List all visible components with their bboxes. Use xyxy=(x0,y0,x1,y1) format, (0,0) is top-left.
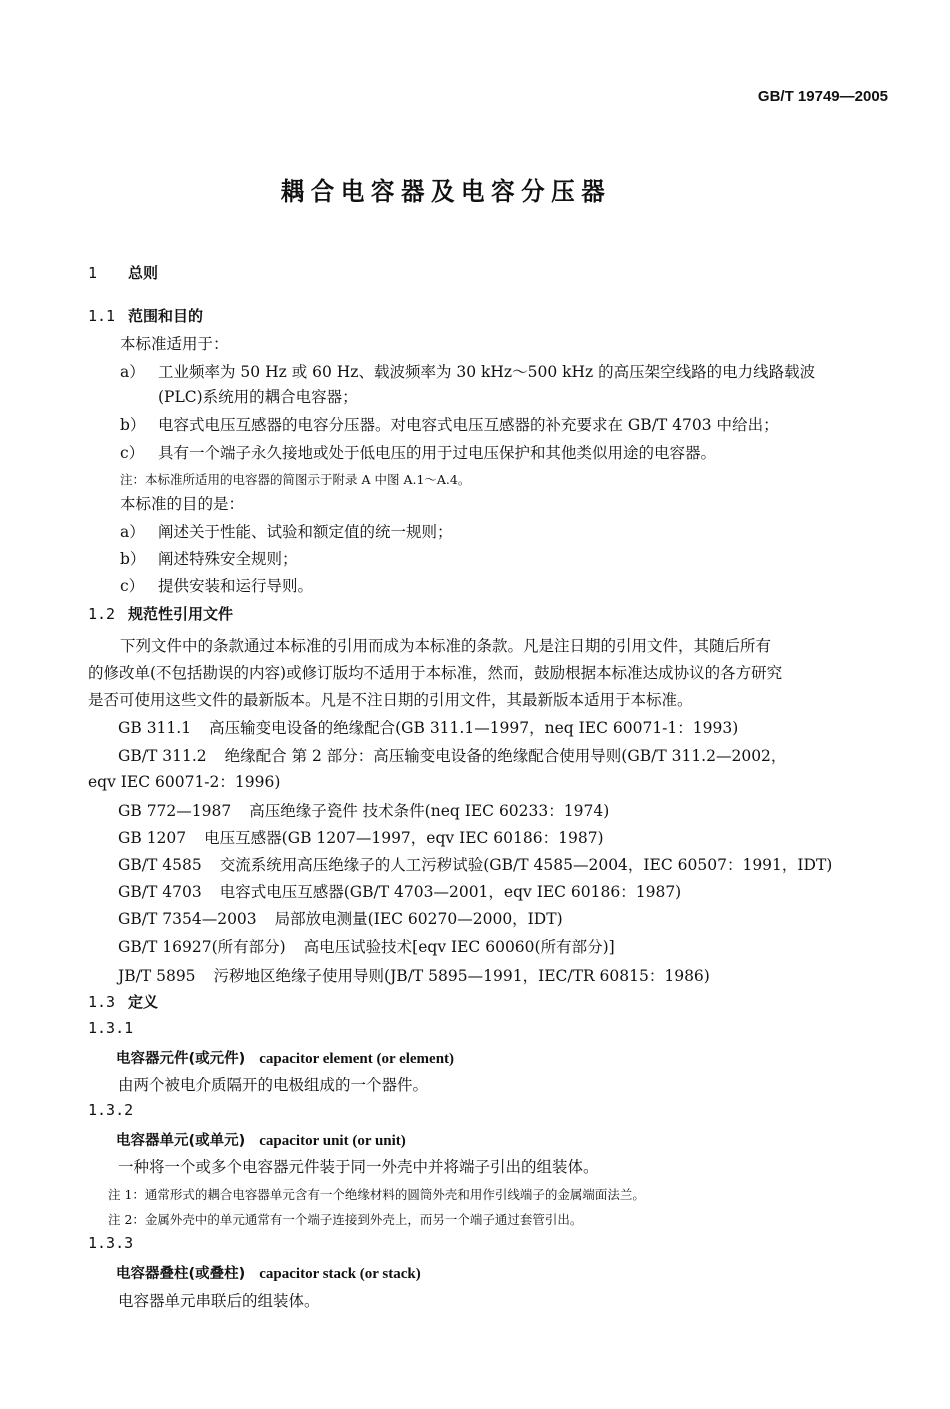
section-number: 1 xyxy=(88,264,98,282)
section-1-3-heading xyxy=(88,991,158,1012)
document-title: 耦合电容器及电容分压器 xyxy=(280,177,612,206)
ref-text: 绝缘配合 第 2 部分：高压输变电设备的绝缘配合使用导则(GB/T 311.2—2002， xyxy=(224,747,787,765)
section-title: 总则 xyxy=(128,264,159,282)
ref-text: 交流系统用高压绝缘子的人工污秽试验(GB/T 4585—2004，IEC 60507：1991，IDT) xyxy=(219,856,833,874)
item-text: 阐述关于性能、试验和额定值的统一规则； xyxy=(158,523,453,541)
section-title: 规范性引用文件 xyxy=(128,605,234,623)
ref-code: GB 311.1 xyxy=(118,719,192,737)
ref-gbt4703 xyxy=(118,880,681,902)
ref-code: JB/T 5895 xyxy=(118,967,196,985)
ref-jbt5895 xyxy=(118,964,710,986)
def-1-3-2-definition: 一种将一个或多个电容器元件装于同一外壳中并将端子引出的组装体。 xyxy=(118,1158,599,1176)
ref-gbt4585 xyxy=(118,853,832,875)
item-text: 提供安装和运行导则。 xyxy=(158,577,314,595)
ref-text: 高压绝缘子瓷件 技术条件(neq IEC 60233：1974) xyxy=(249,802,610,820)
section-number: 1.1 xyxy=(88,307,116,325)
ref-code: GB/T 7354—2003 xyxy=(118,910,257,928)
def-1-3-3-number: 1.3.3 xyxy=(88,1234,134,1252)
term-cn: 电容器单元(或单元) xyxy=(116,1133,246,1149)
section-1-1-heading xyxy=(88,305,203,326)
purpose-item-a xyxy=(120,520,453,542)
item-text: 工业频率为 50 Hz 或 60 Hz、载波频率为 30 kHz～500 kHz 的高压架空线路的电力线路载波 xyxy=(158,363,816,381)
section-number: 1.2 xyxy=(88,605,116,623)
purpose-item-b xyxy=(120,547,298,569)
item-text: 电容式电压互感器的电容分压器。对电容式电压互感器的补充要求在 GB/T 4703 中给出； xyxy=(158,416,779,434)
ref-text: 局部放电测量(IEC 60270—2000，IDT) xyxy=(274,910,563,928)
def-1-3-1-definition: 由两个被电介质隔开的电极组成的一个器件。 xyxy=(118,1076,429,1094)
section-number: 1.3 xyxy=(88,993,116,1011)
scope-item-a-cont: (PLC)系统用的耦合电容器； xyxy=(158,388,358,406)
ref-text: 高电压试验技术[eqv IEC 60060(所有部分)] xyxy=(303,938,615,956)
term-en: capacitor stack (or stack) xyxy=(259,1266,421,1282)
term-cn: 电容器元件(或元件) xyxy=(116,1051,246,1067)
item-marker: b） xyxy=(120,550,146,568)
ref-code: GB 1207 xyxy=(118,829,187,847)
def-1-3-3-term xyxy=(116,1262,421,1283)
ref-gbt311-2-cont: eqv IEC 60071-2：1996) xyxy=(88,773,281,791)
scope-item-c xyxy=(120,441,716,463)
item-marker: c） xyxy=(120,444,145,462)
ref-text: 电压互感器(GB 1207—1997，eqv IEC 60186：1987) xyxy=(204,829,604,847)
def-1-3-1-number: 1.3.1 xyxy=(88,1019,134,1037)
section-1-2-heading xyxy=(88,603,233,624)
section-1-heading xyxy=(88,262,158,283)
purpose-item-c xyxy=(120,574,313,596)
item-marker: c） xyxy=(120,577,145,595)
ref-text: 电容式电压互感器(GB/T 4703—2001，eqv IEC 60186：1987) xyxy=(219,883,682,901)
def-1-3-2-note-1: 注 1：通常形式的耦合电容器单元含有一个绝缘材料的圆筒外壳和用作引线端子的金属端面法兰。 xyxy=(108,1187,645,1202)
ref-gbt311-2 xyxy=(118,744,786,766)
item-marker: a） xyxy=(120,523,145,541)
ref-gb772 xyxy=(118,799,609,821)
scope-item-b xyxy=(120,413,779,435)
section-title: 定义 xyxy=(128,993,159,1011)
standard-number: GB/T 19749—2005 xyxy=(757,88,888,105)
def-1-3-2-note-2: 注 2：金属外壳中的单元通常有一个端子连接到外壳上，而另一个端子通过套管引出。 xyxy=(108,1212,583,1227)
ref-gbt7354 xyxy=(118,907,563,929)
ref-gb1207 xyxy=(118,826,604,848)
refs-para-line-2: 的修改单(不包括勘误的内容)或修订版均不适用于本标准，然而，鼓励根据本标准达成协议的各方研究 xyxy=(88,664,783,682)
ref-gbt16927 xyxy=(118,935,615,957)
ref-code: GB 772—1987 xyxy=(118,802,232,820)
ref-text: 高压输变电设备的绝缘配合(GB 311.1—1997，neq IEC 60071-1：1993) xyxy=(209,719,739,737)
term-en: capacitor element (or element) xyxy=(259,1051,455,1067)
def-1-3-1-term xyxy=(116,1047,454,1068)
term-cn: 电容器叠柱(或叠柱) xyxy=(116,1266,246,1282)
ref-text: 污秽地区绝缘子使用导则(JB/T 5895—1991，IEC/TR 60815：1986) xyxy=(213,967,710,985)
item-text: 阐述特殊安全规则； xyxy=(158,550,298,568)
refs-para-line-1: 下列文件中的条款通过本标准的引用而成为本标准的条款。凡是注日期的引用文件，其随后所有 xyxy=(120,637,772,655)
section-title: 范围和目的 xyxy=(128,307,204,325)
item-marker: a） xyxy=(120,363,145,381)
def-1-3-3-definition: 电容器单元串联后的组装体。 xyxy=(118,1292,320,1310)
ref-code: GB/T 311.2 xyxy=(118,747,207,765)
scope-note: 注：本标准所适用的电容器的简图示于附录 A 中图 A.1～A.4。 xyxy=(120,472,471,487)
item-marker: b） xyxy=(120,416,146,434)
term-en: capacitor unit (or unit) xyxy=(259,1133,406,1149)
ref-code: GB/T 4703 xyxy=(118,883,202,901)
item-text: 具有一个端子永久接地或处于低电压的用于过电压保护和其他类似用途的电容器。 xyxy=(158,444,717,462)
ref-code: GB/T 4585 xyxy=(118,856,202,874)
scope-item-a xyxy=(120,360,815,382)
ref-code: GB/T 16927(所有部分) xyxy=(118,938,286,956)
def-1-3-2-term xyxy=(116,1129,406,1150)
scope-intro: 本标准适用于： xyxy=(120,335,229,353)
refs-para-line-3: 是否可使用这些文件的最新版本。凡是不注日期的引用文件，其最新版本适用于本标准。 xyxy=(88,691,693,709)
purpose-intro: 本标准的目的是： xyxy=(120,495,245,513)
def-1-3-2-number: 1.3.2 xyxy=(88,1101,134,1119)
ref-gb311-1 xyxy=(118,716,738,738)
